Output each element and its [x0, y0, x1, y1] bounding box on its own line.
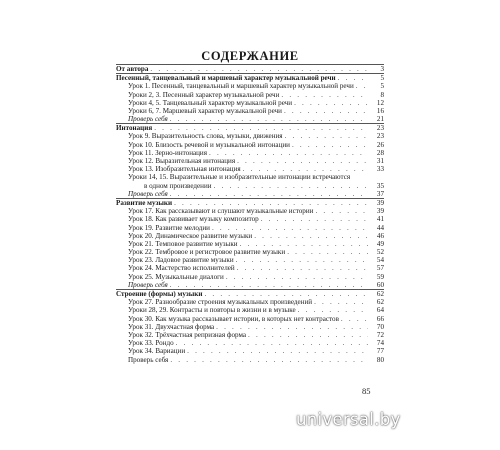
dot-leader [209, 149, 368, 157]
toc-entry-label: Проверь себя [128, 280, 168, 289]
toc-entry-label: Урок 20. Динамическое развитие музыки [128, 231, 253, 240]
toc-page-number: 12 [376, 98, 384, 107]
dot-leader [150, 65, 368, 73]
dot-leader [212, 224, 368, 232]
toc-page-number: 5 [380, 74, 384, 83]
toc-entry-row [116, 306, 384, 314]
toc-page-number: 60 [376, 280, 384, 289]
toc-entry-row [116, 215, 384, 223]
toc-page-number: 62 [376, 290, 384, 299]
toc-section-row [116, 124, 384, 132]
toc-entry-label: Урок 1. Песенный, танцевальный и маршевый характер музыкальной речи [128, 82, 354, 91]
toc-page-number: 23 [376, 124, 384, 133]
toc-page-number: 16 [376, 106, 384, 115]
toc-entry-label: Урок 30. Как музыка рассказывает истории, в которых нет контрастов [128, 314, 339, 323]
toc-check-row [116, 281, 384, 289]
toc-entry-row [116, 323, 384, 331]
toc-entry-row [116, 224, 384, 232]
toc-entry-row [116, 107, 384, 115]
toc-page-number: 8 [380, 90, 384, 99]
dot-leader [356, 82, 368, 90]
dot-leader [261, 215, 368, 223]
toc-page-number: 37 [376, 189, 384, 198]
toc-page-number: 72 [376, 330, 384, 339]
dot-leader [216, 323, 368, 331]
toc-page-number: 80 [376, 355, 384, 364]
toc-page-number: 49 [376, 239, 384, 248]
dot-leader [285, 132, 368, 140]
toc-entry-row [116, 207, 384, 215]
toc-page-number: 26 [376, 140, 384, 149]
dot-leader [254, 232, 368, 240]
dot-leader [240, 240, 368, 248]
toc-section-row [116, 290, 384, 298]
toc-entry-label: Урок 10. Близость речевой и музыкальной интонации [128, 140, 290, 149]
toc-entry-label: Урок 33. Рондо [128, 339, 174, 348]
page-number: 85 [362, 386, 371, 396]
toc-page-number: 23 [376, 132, 384, 141]
toc-page-number: 28 [376, 148, 384, 157]
toc-entry-label: Урок 19. Развитие мелодии [128, 223, 210, 232]
toc-entry-label: Строение (формы) музыки [116, 290, 203, 299]
toc-section-row [116, 65, 384, 73]
dot-leader [176, 339, 368, 347]
dot-leader [236, 256, 368, 264]
toc-entry-row [116, 347, 384, 355]
toc-entry-label: Развитие музыки [116, 198, 173, 207]
toc-check-row [116, 115, 384, 123]
dot-leader [174, 199, 368, 207]
toc-page-number: 52 [376, 248, 384, 257]
dot-leader [226, 273, 368, 281]
toc-entry-row [116, 298, 384, 306]
toc-section-row [116, 199, 384, 207]
dot-leader [187, 347, 368, 355]
toc-entry-row [116, 82, 384, 90]
toc-entry-label: в одном произведении [144, 181, 212, 190]
toc-entry-label: Урок 9. Выразительность слова, музыки, движения [128, 132, 283, 141]
toc-page-number: 46 [376, 231, 384, 240]
toc-entry-label: Урок 17. Как рассказывают и слушают музыкальные истории [128, 207, 314, 216]
toc-entry-label: Урок 18. Как развивает музыку композитор [128, 215, 259, 224]
toc-entry-row [116, 256, 384, 264]
dot-leader [292, 141, 368, 149]
toc-page-number: 77 [376, 347, 384, 356]
toc-entry-row [116, 315, 384, 323]
toc-entry-row [116, 232, 384, 240]
toc-page-number: 44 [376, 223, 384, 232]
toc-page-number: 39 [376, 198, 384, 207]
toc-check-row [116, 190, 384, 198]
toc-entry-row [116, 133, 384, 141]
dot-leader [294, 99, 368, 107]
toc-page-number: 64 [376, 306, 384, 315]
dot-leader [170, 281, 368, 289]
toc-entry-label: Урок 22. Тембровое и регистровое развитие музыки [128, 248, 286, 257]
dot-leader [237, 157, 368, 165]
dot-leader [284, 107, 368, 115]
toc-section-row [116, 74, 384, 82]
toc-entry-label: Урок 27. Разнообразие строения музыкальных произведений [128, 298, 313, 307]
toc-page-number: 35 [376, 181, 384, 190]
toc-entry-row [116, 182, 384, 190]
toc-entry-label: Урок 11. Зерно-интонация [128, 148, 207, 157]
toc-entry-row [116, 141, 384, 149]
dot-leader [314, 298, 368, 306]
toc-page-number: 21 [376, 115, 384, 124]
dot-leader [170, 190, 368, 198]
toc-entry-label: Песенный, танцевальный и маршевый характер музыкальной речи [116, 74, 336, 83]
toc-entry-label: Уроки 2, 3. Песенный характер музыкальной речи [128, 90, 280, 99]
dot-leader [237, 264, 368, 272]
toc-entry-row [116, 273, 384, 281]
toc-entry-row [116, 149, 384, 157]
dot-leader [338, 74, 368, 82]
toc-page-number: 3 [380, 64, 384, 73]
toc-entry-row [116, 157, 384, 165]
toc-entry-label: Урок 32. Трёхчастная репризная форма [128, 330, 247, 339]
toc-page-number: 41 [376, 215, 384, 224]
dot-leader [170, 115, 368, 123]
toc-entry-row [116, 339, 384, 347]
toc-entry-label: Урок 31. Двухчастная форма [128, 322, 215, 331]
toc-entry-label: Урок 12. Выразительная интонация [128, 157, 236, 166]
toc-entry-label: Проверь себя [128, 115, 168, 124]
toc-page-number: 74 [376, 339, 384, 348]
table-of-contents [116, 64, 384, 364]
toc-entry-label: Интонация [116, 124, 153, 133]
dot-leader [287, 248, 368, 256]
toc-entry-row [116, 165, 384, 173]
toc-page-number: 66 [376, 314, 384, 323]
toc-entry-label: Уроки 14, 15. Выразительные и изобразительные интонации встречаются [128, 173, 351, 182]
toc-entry-row [116, 265, 384, 273]
toc-page-number: 5 [380, 82, 384, 91]
toc-page-number: 57 [376, 264, 384, 273]
toc-entry-row [116, 248, 384, 256]
dot-leader [204, 290, 368, 298]
toc-entry-label: Проверь себя [128, 355, 169, 364]
toc-page-number: 54 [376, 256, 384, 265]
toc-page-number: 70 [376, 322, 384, 331]
toc-entry-label: Урок 13. Изобразительная интонация [128, 165, 241, 174]
toc-entry-row [116, 240, 384, 248]
dot-leader [170, 356, 368, 364]
toc-entry-label: Проверь себя [128, 189, 168, 198]
toc-entry-label: Уроки 6, 7. Маршевый характер музыкальной речи [128, 106, 282, 115]
toc-entry-row [116, 99, 384, 107]
toc-entry-label: Урок 21. Темповое развитие музыки [128, 239, 238, 248]
toc-page-number: 33 [376, 165, 384, 174]
toc-entry-label: Уроки 28, 29. Контрасты и повторы в жизни и в музыке [128, 306, 296, 315]
toc-page-number: 31 [376, 157, 384, 166]
toc-entry-row [116, 173, 384, 181]
toc-page-number: 62 [376, 298, 384, 307]
toc-entry-row [116, 331, 384, 339]
dot-leader [341, 315, 368, 323]
toc-entry-label: Урок 24. Мастерство исполнителей [128, 264, 235, 273]
toc-entry-label: Урок 23. Ладовое развитие музыки [128, 256, 234, 265]
dot-leader [154, 124, 368, 132]
dot-leader [248, 331, 368, 339]
dot-leader [214, 182, 368, 190]
toc-page-number: 39 [376, 207, 384, 216]
page-title: СОДЕРЖАНИЕ [201, 49, 299, 63]
toc-entry-row [116, 356, 384, 364]
toc-entry-label: Урок 34. Вариации [128, 347, 186, 356]
dot-leader [315, 207, 368, 215]
watermark: universal.by [296, 410, 401, 429]
dot-leader [281, 91, 368, 99]
toc-entry-label: От автора [116, 64, 149, 73]
toc-entry-row [116, 91, 384, 99]
toc-entry-label: Уроки 4, 5. Танцевальный характер музыкальной речи [128, 98, 293, 107]
dot-leader [243, 165, 368, 173]
dot-leader [298, 306, 368, 314]
toc-page-number: 59 [376, 272, 384, 281]
toc-entry-label: Урок 25. Музыкальные диалоги [128, 272, 224, 281]
